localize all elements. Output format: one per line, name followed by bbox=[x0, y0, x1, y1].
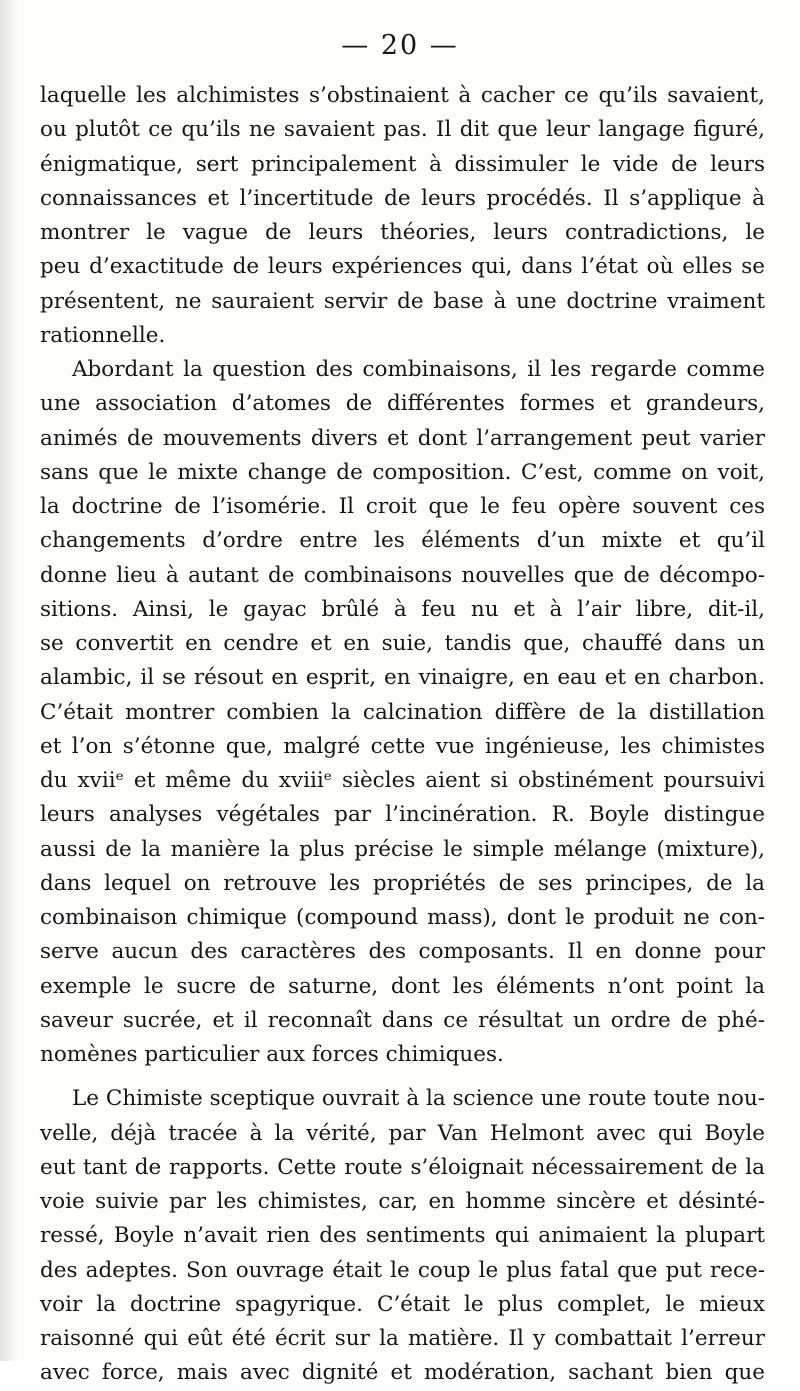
text-line: aussi de la manière la plus précise le simple mélange (mixture), bbox=[40, 836, 765, 862]
page-edge-shadow bbox=[0, 0, 18, 1361]
text-line: une association d’atomes de différentes formes et grandeurs, bbox=[40, 391, 765, 417]
text-line: animés de mouvements divers et dont l’arrangement peut varier bbox=[40, 425, 765, 451]
paragraph-spacer bbox=[40, 1072, 765, 1082]
text-line: sitions. Ainsi, le gayac brûlé à feu nu et à l’air libre, dit-il, bbox=[40, 596, 765, 622]
text-line: serve aucun des caractères des composants. Il en donne pour bbox=[40, 939, 765, 965]
text-line: du xviiᵉ et même du xviiiᵉ siècles aient si obstinément poursuivi bbox=[40, 768, 765, 793]
text-line: connaissances et l’incertitude de leurs procédés. Il s’applique à bbox=[40, 185, 765, 211]
text-line: changements d’ordre entre les éléments d’un mixte et qu’il bbox=[40, 528, 765, 554]
text-line: rationnelle. bbox=[40, 322, 166, 348]
text-line: Abordant la question des combinaisons, il les regarde comme bbox=[72, 357, 765, 382]
text-line: leurs analyses végétales par l’incinération. R. Boyle distingue bbox=[40, 802, 765, 828]
text-line: nomènes particulier aux forces chimiques. bbox=[40, 1042, 504, 1067]
paragraph-1 bbox=[40, 79, 765, 353]
text-line: exemple le sucre de saturne, dont les éléments n’ont point la bbox=[40, 973, 765, 999]
text-line: saveur sucrée, et il reconnaît dans ce résultat un ordre de phé- bbox=[40, 1007, 765, 1033]
text-line: sans que le mixte change de composition. C’est, comme on voit, bbox=[40, 459, 765, 485]
text-line: et l’on s’étonne que, malgré cette vue ingénieuse, les chimistes bbox=[40, 733, 765, 759]
text-line: raisonné qui eût été écrit sur la matière. Il y combattait l’erreur bbox=[40, 1326, 765, 1351]
text-line: ressé, Boyle n’avait rien des sentiments qui animaient la plupart bbox=[40, 1223, 765, 1249]
text-line: peu d’exactitude de leurs expériences qui, dans l’état où elles se bbox=[40, 254, 765, 280]
text-line: eut tant de rapports. Cette route s’éloignait nécessairement de la bbox=[40, 1154, 765, 1180]
text-line: C’était montrer combien la calcination diffère de la distillation bbox=[40, 699, 765, 725]
text-line: présentent, ne sauraient servir de base à une doctrine vraiment bbox=[40, 288, 765, 314]
text-line: des adeptes. Son ouvrage était le coup le plus fatal que put rece- bbox=[40, 1257, 765, 1283]
text-line: dans lequel on retrouve les propriétés de ses principes, de la bbox=[40, 870, 765, 896]
text-line: combinaison chimique (compound mass), dont le produit ne con- bbox=[40, 905, 765, 930]
text-line: énigmatique, sert principalement à dissimuler le vide de leurs bbox=[40, 151, 765, 177]
text-line: avec force, mais avec dignité et modération, sachant bien que bbox=[40, 1360, 765, 1386]
text-line: laquelle les alchimistes s’obstinaient à cacher ce qu’ils savaient, bbox=[40, 83, 765, 108]
text-line: velle, déjà tracée à la vérité, par Van Helmont avec qui Boyle bbox=[40, 1120, 765, 1146]
paragraph-3 bbox=[40, 1082, 765, 1390]
text-line: donne lieu à autant de combinaisons nouvelles que de décompo- bbox=[40, 562, 765, 588]
text-line: montrer le vague de leurs théories, leurs contradictions, le bbox=[40, 220, 765, 245]
body-text bbox=[40, 79, 765, 1391]
paragraph-2 bbox=[40, 353, 765, 1072]
text-line: ou plutôt ce qu’ils ne savaient pas. Il dit que leur langage figuré, bbox=[40, 117, 765, 143]
page-number: — 20 — bbox=[341, 30, 459, 61]
text-line: Le Chimiste sceptique ouvrait à la science une route toute nou- bbox=[72, 1086, 765, 1112]
text-line: voie suivie par les chimistes, car, en homme sincère et désinté- bbox=[40, 1189, 765, 1214]
text-line: la doctrine de l’isomérie. Il croit que le feu opère souvent ces bbox=[40, 494, 765, 519]
text-line: se convertit en cendre et en suie, tandis que, chauffé dans un bbox=[40, 631, 765, 656]
text-line: alambic, il se résout en esprit, en vinaigre, en eau et en charbon. bbox=[40, 665, 765, 691]
text-line: voir la doctrine spagyrique. C’était le plus complet, le mieux bbox=[40, 1291, 765, 1317]
